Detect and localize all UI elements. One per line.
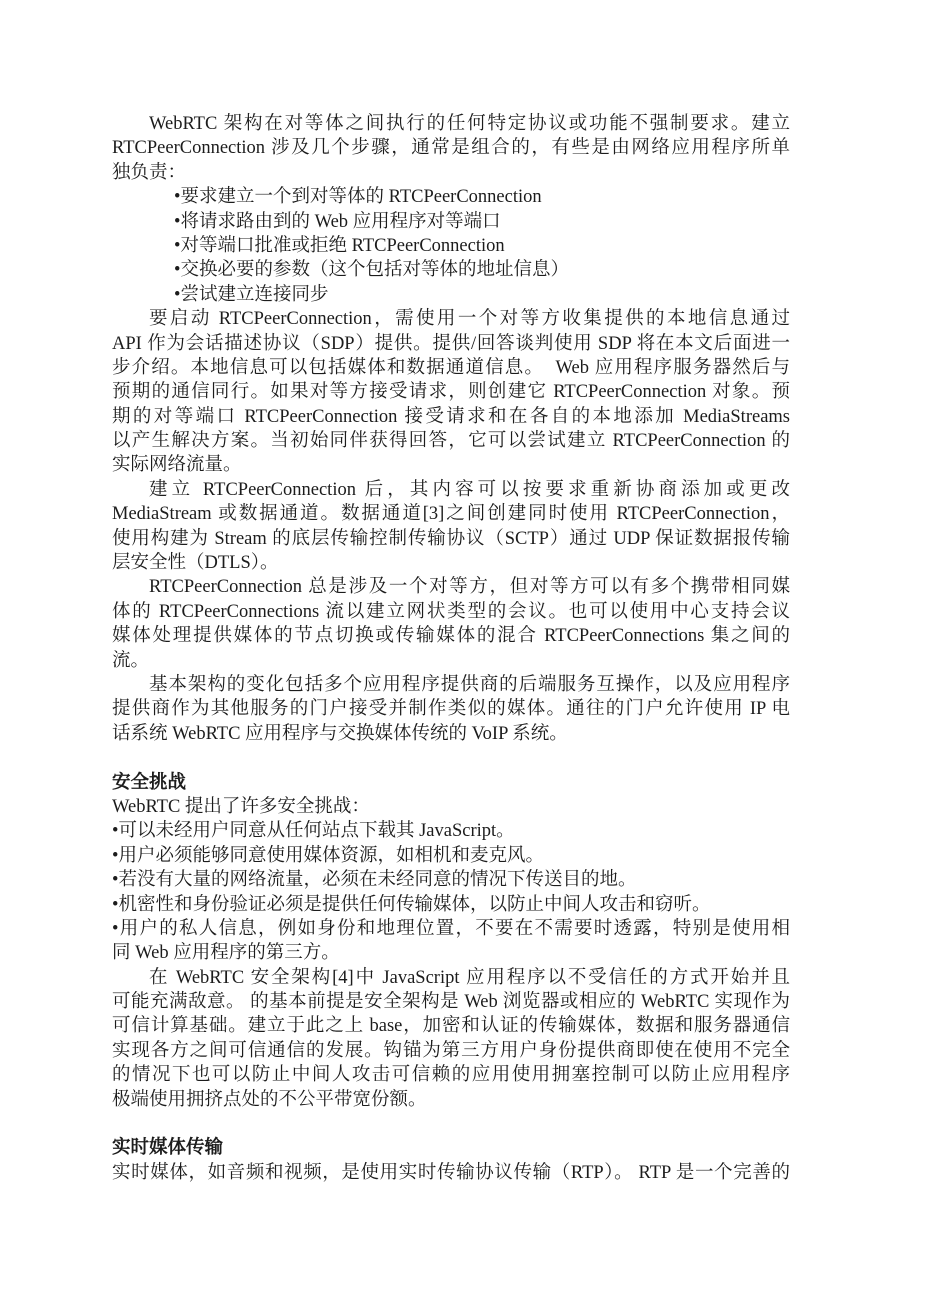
bullet-item: •尝试建立连接同步 <box>174 284 329 305</box>
blank-line <box>112 1112 790 1136</box>
paragraph-line: WebRTC 架构在对等体之间执行的任何特定协议或功能不强制要求。建立 <box>149 114 790 134</box>
paragraph-line: 极端使用拥挤点处的不公平带宽份额。 <box>112 1089 427 1110</box>
bullet-item: •用户的私人信息，例如身份和地理位置，不要在不需要时透露，特别是使用相 <box>112 918 790 939</box>
bullet-item: •若没有大量的网络流量，必须在未经同意的情况下传送目的地。 <box>112 870 637 891</box>
paragraph-line: 预期的通信同行。如果对等方接受请求，则创建它 RTCPeerConnection 对象。预 <box>112 382 790 403</box>
paragraph-line: 期的对等端口 RTCPeerConnection 接受请求和在各自的本地添加 MediaStreams <box>112 406 790 427</box>
bullet-item-continuation: 同 Web 应用程序的第三方。 <box>112 943 340 964</box>
bullet-item: •机密性和身份验证必须是提供任何传输媒体，以防止中间人攻击和窃听。 <box>112 894 711 915</box>
bullet-item: •要求建立一个到对等体的 RTCPeerConnection <box>174 187 542 208</box>
paragraph-line: 实际网络流量。 <box>112 455 242 476</box>
paragraph-line: 流。 <box>112 650 150 671</box>
paragraph-line: 话系统 WebRTC 应用程序与交换媒体传统的 VoIP 系统。 <box>112 723 568 744</box>
paragraph-line: RTCPeerConnection 总是涉及一个对等方，但对等方可以有多个携带相同媒 <box>149 577 790 598</box>
section-heading-security: 安全挑战 <box>112 772 187 793</box>
paragraph-line: 基本架构的变化包括多个应用程序提供商的后端服务互操作，以及应用程序 <box>149 674 790 695</box>
paragraph-line: RTCPeerConnection 涉及几个步骤，通常是组合的，有些是由网络应用程序所单 <box>112 138 790 159</box>
paragraph-line: 可信计算基础。建立于此之上 base，加密和认证的传输媒体，数据和服务器通信 <box>112 1016 790 1037</box>
bullet-item: •对等端口批准或拒绝 RTCPeerConnection <box>174 235 505 256</box>
paragraph-line: API 作为会话描述协议（SDP）提供。提供/回答谈判使用 SDP 将在本文后面进一 <box>112 333 790 354</box>
paragraph-line: 可能充满敌意。 的基本前提是安全架构是 Web 浏览器或相应的 WebRTC 实现作为 <box>112 992 790 1013</box>
blank-line <box>112 746 790 770</box>
paragraph-line: WebRTC 提出了许多安全挑战： <box>112 796 370 817</box>
paragraph-line: 要启动 RTCPeerConnection，需使用一个对等方收集提供的本地信息通过 <box>149 309 790 330</box>
paragraph-line: 实现各方之间可信通信的发展。钩锚为第三方用户身份提供商即使在使用不完全 <box>112 1040 790 1061</box>
bullet-item: •交换必要的参数（这个包括对等体的地址信息） <box>174 260 569 281</box>
bullet-item: •将请求路由到的 Web 应用程序对等端口 <box>174 211 501 232</box>
paragraph-line: 的情况下也可以防止中间人攻击可信赖的应用使用拥塞控制可以防止应用程序 <box>112 1065 790 1086</box>
bullet-item: •用户必须能够同意使用媒体资源，如相机和麦克风。 <box>112 845 544 866</box>
paragraph-line: 实时媒体，如音频和视频，是使用实时传输协议传输（RTP）。 RTP 是一个完善的 <box>112 1162 790 1183</box>
paragraph-line: 建立 RTCPeerConnection 后，其内容可以按要求重新协商添加或更改 <box>149 479 790 500</box>
paragraph-line: 提供商作为其他服务的门户接受并制作类似的媒体。通往的门户允许使用 IP 电 <box>112 699 790 720</box>
document-content <box>112 112 790 1185</box>
bullet-item: •可以未经用户同意从任何站点下载其 JavaScript。 <box>112 821 515 842</box>
paragraph-line: 层安全性（DTLS）。 <box>112 553 279 574</box>
paragraph-line: 体的 RTCPeerConnections 流以建立网状类型的会议。也可以使用中心支持会议 <box>112 601 790 622</box>
section-heading-realtime-media: 实时媒体传输 <box>112 1138 224 1159</box>
paragraph-line: 独负责： <box>112 162 187 183</box>
paragraph-line: 使用构建为 Stream 的底层传输控制传输协议（SCTP）通过 UDP 保证数据报传输 <box>112 528 790 549</box>
paragraph-line: 以产生解决方案。当初始同伴获得回答，它可以尝试建立 RTCPeerConnection 的 <box>112 431 790 452</box>
paragraph-line: 媒体处理提供媒体的节点切换或传输媒体的混合 RTCPeerConnections 集之间的 <box>112 626 790 647</box>
paragraph-line: 步介绍。本地信息可以包括媒体和数据通道信息。 Web 应用程序服务器然后与 <box>112 357 790 378</box>
paragraph-line: MediaStream 或数据通道。数据通道[3]之间创建同时使用 RTCPeerConnection， <box>112 504 790 525</box>
paragraph-line: 在 WebRTC 安全架构[4]中 JavaScript 应用程序以不受信任的方式开始并且 <box>149 967 790 988</box>
